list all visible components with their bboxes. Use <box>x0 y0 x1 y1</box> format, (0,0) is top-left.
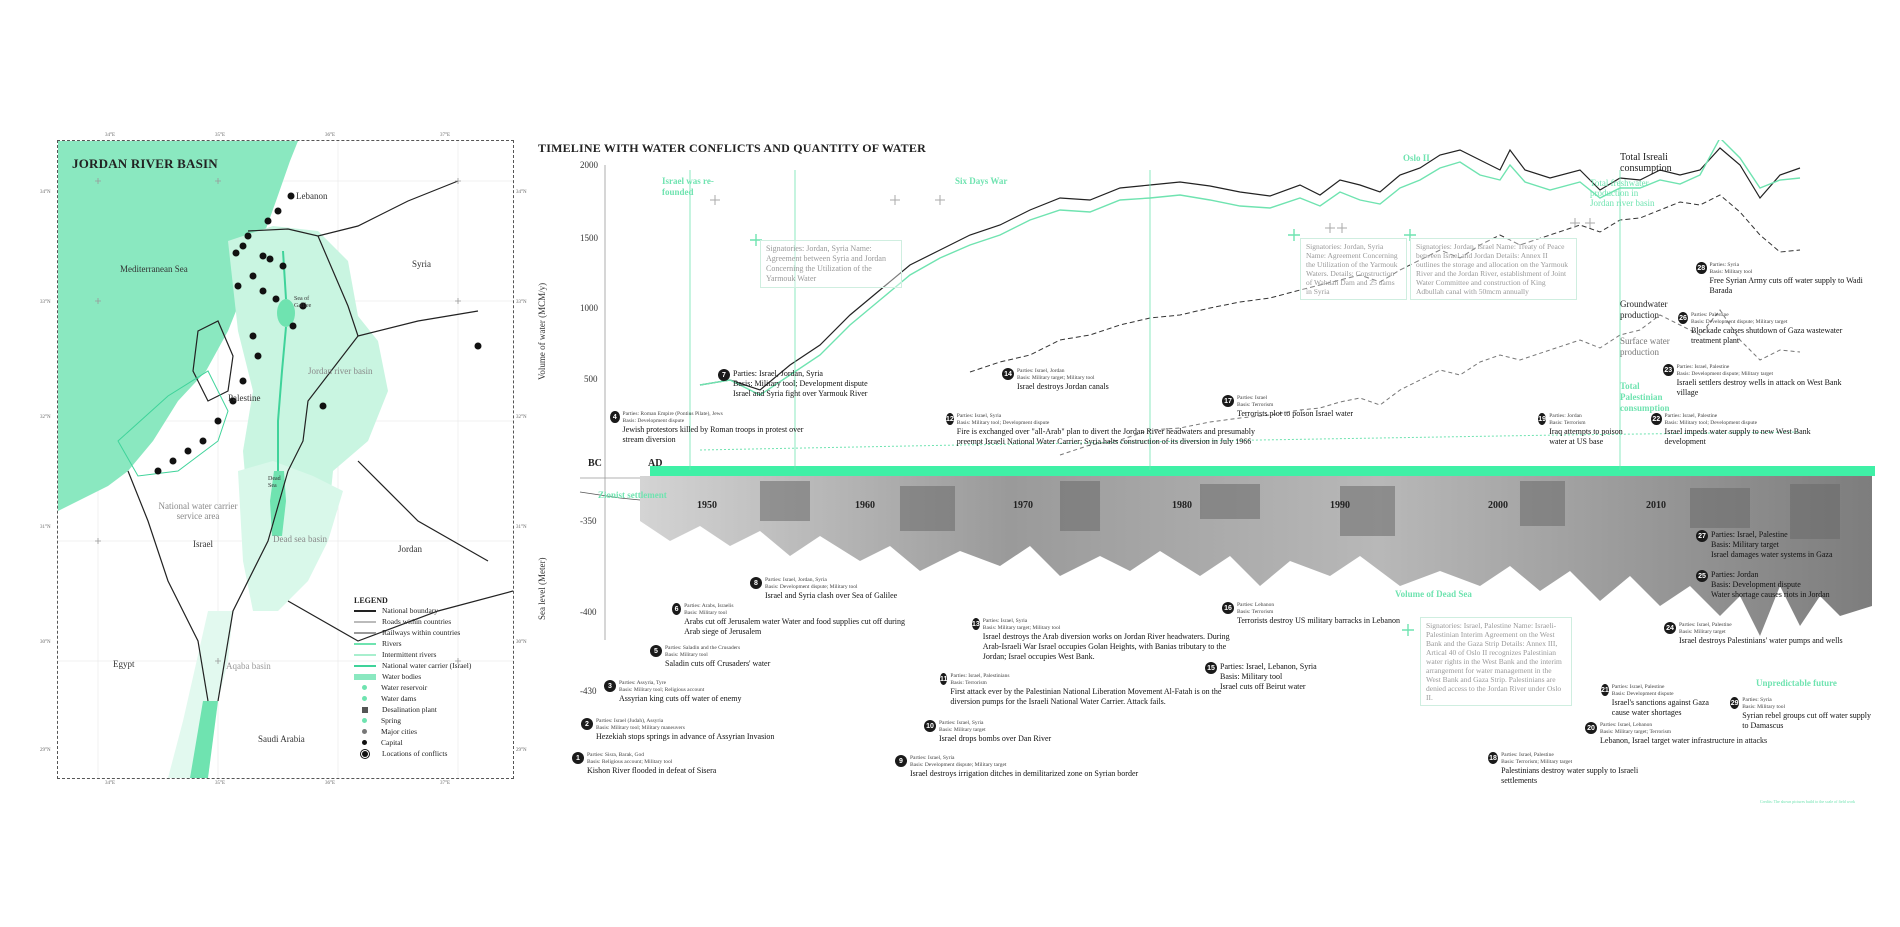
volume-tick-1500: 1500 <box>580 233 598 243</box>
coord-left-1: 34°N <box>40 190 51 195</box>
event-description: Syrian rebel groups cut off water supply to Damascus <box>1742 711 1871 730</box>
event-badge: 2 <box>581 718 593 730</box>
event-basis: Basis: Terrorism; Military target <box>1501 759 1573 765</box>
coord-top-4: 37°E <box>440 133 451 138</box>
event-badge: 3 <box>604 680 616 692</box>
event-description: Lebanon, Israel target water infrastructure in attacks <box>1600 736 1768 745</box>
event-parties: Parties: Assyria, Tyre <box>619 680 667 686</box>
event-basis: Basis: Military tool; Development dispute <box>733 379 868 388</box>
event-badge: 28 <box>1696 262 1707 274</box>
decade-1960: 1960 <box>855 500 875 511</box>
event-basis: Basis: Military tool; Religious account <box>619 687 705 693</box>
label-israel: Israel <box>193 539 213 549</box>
event-description: Iraq attempts to poison water at US base <box>1549 427 1623 446</box>
event-basis: Basis: Development dispute <box>1711 580 1801 589</box>
label-total-palestinian: Total Palestinian consumption <box>1620 381 1670 413</box>
legend-swatch <box>354 610 376 612</box>
legend-swatch <box>354 665 376 667</box>
legend-item <box>354 616 504 627</box>
event-basis: Basis: Development dispute; Military tool <box>765 584 858 590</box>
event-parties: Parties: Israel, Palestine <box>1711 530 1788 539</box>
event-badge: 4 <box>610 411 620 423</box>
event-description: Israel destroys Jordan canals <box>1017 382 1109 391</box>
event-basis: Basis: Terrorism <box>1237 609 1274 615</box>
event-badge: 9 <box>895 755 907 767</box>
event-description: Israel impeds water supply to new West Bank development <box>1664 427 1811 446</box>
event-badge: 19 <box>1538 413 1546 425</box>
legend-item <box>354 605 504 616</box>
event-parties: Parties: Israel, Syria <box>939 720 984 726</box>
legend-swatch <box>354 632 376 634</box>
event-8 <box>750 577 897 601</box>
event-parties: Parties: Israel, Palestine <box>1611 684 1665 690</box>
legend-swatch <box>362 707 368 713</box>
event-basis: Basis: Military tool; Development dispute <box>956 420 1050 426</box>
event-2 <box>581 718 774 742</box>
event-badge: 27 <box>1696 530 1708 542</box>
event-description: Israel destroys Palestinians' water pumps and wells <box>1679 636 1843 645</box>
decade-1980: 1980 <box>1172 500 1192 511</box>
event-parties: Parties: Israel, Palestine <box>1501 752 1554 758</box>
coord-top-1: 34°E <box>105 133 116 138</box>
coord-left-3: 32°N <box>40 415 51 420</box>
legend-swatch <box>354 643 376 645</box>
event-basis: Basis: Military target; Military tool <box>1017 375 1095 381</box>
legend-label: National water carrier (Israel) <box>382 661 472 670</box>
event-parties: Parties: Israel, Syria <box>982 618 1028 624</box>
coord-left-2: 33°N <box>40 300 51 305</box>
legend-item <box>354 671 504 682</box>
event-badge: 21 <box>1601 684 1609 696</box>
event-basis: Basis: Religious account; Military tool <box>587 759 673 765</box>
label-freshwater-production: Total freshwater production in Jordan river basin <box>1590 178 1655 208</box>
legend-swatch <box>362 740 367 745</box>
legend-rows <box>354 605 504 759</box>
event-description: Israel and Syria clash over Sea of Galilee <box>765 591 898 600</box>
event-6 <box>672 603 912 637</box>
volume-tick-1000: 1000 <box>580 303 598 313</box>
legend-item <box>354 693 504 704</box>
legend-item <box>354 748 504 759</box>
label-groundwater: Groundwater production <box>1620 299 1668 320</box>
legend-label: Rivers <box>382 639 402 648</box>
legend-item <box>354 737 504 748</box>
event-badge: 13 <box>972 618 980 630</box>
event-4 <box>610 411 810 445</box>
event-description: Arabs cut off Jerusalem water Water and food supplies cut off during Arab siege of Jerusalem <box>684 617 905 636</box>
milestone-oslo: Oslo II <box>1403 153 1430 163</box>
map-title: JORDAN RIVER BASIN <box>72 156 218 171</box>
label-saudi-arabia: Saudi Arabia <box>258 734 305 744</box>
event-parties: Parties: Israel, Jordan <box>1017 368 1065 374</box>
event-parties: Parties: Arabs, Israelis <box>684 603 734 609</box>
label-surface-water: Surface water production <box>1620 336 1670 357</box>
plus-marks <box>710 195 1595 233</box>
coord-top-2: 35°E <box>215 133 226 138</box>
legend-item <box>354 726 504 737</box>
event-description: Water shortage causes riots in Jordan <box>1711 590 1830 599</box>
label-dead-sea-basin: Dead sea basin <box>273 534 327 544</box>
label-syria: Syria <box>412 259 431 269</box>
event-badge: 20 <box>1585 722 1597 734</box>
decade-2010: 2010 <box>1646 500 1666 511</box>
event-parties: Parties: Lebanon <box>1237 602 1275 608</box>
coord-right-6: 29°N <box>516 748 527 753</box>
decade-1950: 1950 <box>697 500 717 511</box>
label-volume-dead-sea: Volume of Dead Sea <box>1395 589 1472 599</box>
event-basis: Basis: Military tool <box>665 652 708 658</box>
era-ad: AD <box>648 458 663 469</box>
event-description: Saladin cuts off Crusaders' water <box>665 659 771 668</box>
event-basis: Basis: Terrorism <box>1549 420 1586 426</box>
agreement-2: Signatories: Jordan, Syria Name: Agreement Concerning the Utilization of the Yarmouk Waters. Details: Construction of Wahdah Dam and 25 dams in Syria <box>1300 238 1407 300</box>
event-7 <box>718 369 883 399</box>
event-parties: Parties: Israel, Palestine <box>1676 364 1730 370</box>
event-description: Israel destroys irrigation ditches in demilitarized zone on Syrian border <box>910 769 1139 778</box>
decade-1990: 1990 <box>1330 500 1350 511</box>
label-israeli-consumption: Total Isreali consumption <box>1620 152 1672 174</box>
volume-axis-label: Volume of water (MCM/y) <box>537 282 547 380</box>
coord-top-3: 36°E <box>325 133 336 138</box>
event-description: Hezekiah stops springs in advance of Assyrian Invasion <box>596 732 775 741</box>
event-badge: 15 <box>1205 662 1217 674</box>
event-25 <box>1696 570 1856 600</box>
event-parties: Parties: Saladin and the Crusaders <box>665 645 741 651</box>
legend-swatch <box>354 654 376 656</box>
event-16 <box>1222 602 1400 626</box>
event-badge: 17 <box>1222 395 1234 407</box>
event-description: Palestinians destroy water supply to Israeli settlements <box>1501 766 1639 785</box>
event-badge: 5 <box>650 645 662 657</box>
legend-label: Spring <box>381 716 402 725</box>
event-parties: Parties: Israel, Palestine <box>1664 413 1718 419</box>
era-bc: BC <box>588 458 602 469</box>
event-basis: Basis: Development dispute <box>622 418 685 424</box>
legend-item <box>354 682 504 693</box>
label-palestine: Palestine <box>228 393 261 403</box>
label-aqaba-basin: Aqaba basin <box>226 661 271 671</box>
agreement-3: Signatories: Jordan, Israel Name: Treaty of Peace between Israel and Jordan Details: Annex II outlines the storage and allocation on the Yarmouk River and the Jordan River, establishment of Joint Water Committee and construction of King Adbullah canal with 50mcm annually <box>1410 238 1577 300</box>
event-badge: 18 <box>1488 752 1498 764</box>
event-badge: 12 <box>946 413 954 425</box>
event-21 <box>1601 684 1711 718</box>
event-basis: Basis: Military tool <box>1709 269 1753 275</box>
event-13 <box>972 618 1242 662</box>
event-18 <box>1488 752 1648 786</box>
coord-right-1: 34°N <box>516 190 527 195</box>
agreement-4: Signatories: Israel, Palestine Name: Israeli-Palestinian Interim Agreement on the West Bank and the Gaza Strip Details: Annex III, Artical 40 of Oslo II recognizes Palestinian water rights in the West Bank and the interim arrangement for water management in the West Bank and Gaza Strip. Palestinians are denied access to the Jordan River under Oslo II. <box>1420 617 1572 706</box>
legend-swatch <box>362 696 367 701</box>
milestone-zionism: Zionist settlement <box>598 490 667 500</box>
event-description: Fire is exchanged over "all-Arab" plan to divert the Jordan River headwaters and presumably preempt Israeli National Water Carrier; Syria halts construction of its diversion in July 1966 <box>956 427 1256 446</box>
event-basis: Basis: Military tool <box>1220 672 1283 681</box>
volume-tick-2000: 2000 <box>580 160 598 170</box>
legend-label: Water bodies <box>382 672 422 681</box>
event-description: Israel cuts off Beirut water <box>1220 682 1306 691</box>
event-description: Israel and Syria fight over Yarmouk River <box>733 389 868 398</box>
agreement-1: Signatories: Jordan, Syria Name: Agreement between Syria and Jordan Concerning the Utilization of the Yarmouk Water <box>760 240 902 288</box>
legend-swatch <box>354 674 376 680</box>
coord-bottom-4: 37°E <box>440 781 451 786</box>
event-basis: Basis: Military target <box>1711 540 1779 549</box>
legend-label: Water reservoir <box>381 683 428 692</box>
event-badge: 7 <box>718 369 730 381</box>
coord-bottom-3: 36°E <box>325 781 336 786</box>
event-badge: 24 <box>1664 622 1676 634</box>
event-badge: 22 <box>1651 413 1662 425</box>
sea-tick-430: -430 <box>580 686 597 696</box>
legend-swatch <box>362 729 367 734</box>
event-parties: Parties: Israel, Jordan, Syria <box>765 577 827 583</box>
sea-tick-400: -400 <box>580 607 597 617</box>
coord-right-3: 32°N <box>516 415 527 420</box>
event-14 <box>1002 368 1109 392</box>
coord-right-2: 33°N <box>516 300 527 305</box>
volume-tick-500: 500 <box>584 374 598 384</box>
event-28 <box>1696 262 1866 296</box>
event-badge: 14 <box>1002 368 1014 380</box>
timeline-title: TIMELINE WITH WATER CONFLICTS AND QUANTITY OF WATER <box>538 141 926 155</box>
event-badge: 8 <box>750 577 762 589</box>
sea-level-axis-label: Sea level (Meter) <box>537 557 547 620</box>
legend-swatch <box>362 751 368 757</box>
event-badge: 6 <box>672 603 681 615</box>
event-17 <box>1222 395 1353 419</box>
event-description: Terrorists plot to poison Israel water <box>1237 409 1354 418</box>
event-parties: Parties: Syria <box>1709 262 1740 268</box>
legend-item <box>354 649 504 660</box>
legend-item <box>354 638 504 649</box>
sea-tick-350: -350 <box>580 516 597 526</box>
event-basis: Basis: Development dispute <box>1611 691 1674 697</box>
coord-left-4: 31°N <box>40 525 51 530</box>
event-basis: Basis: Terrorism <box>1237 402 1274 408</box>
label-unpredictable-future: Unpredictable future <box>1756 678 1837 688</box>
legend-label: National boundary <box>382 606 439 615</box>
event-description: Israel damages water systems in Gaza <box>1711 550 1833 559</box>
event-description: Free Syrian Army cuts off water supply to Wadi Barada <box>1709 276 1863 295</box>
event-1 <box>572 752 716 776</box>
legend-label: Desalination plant <box>382 705 437 714</box>
event-5 <box>650 645 770 669</box>
label-jordan: Jordan <box>398 544 422 554</box>
event-basis: Basis: Military tool <box>684 610 727 616</box>
event-parties: Parties: Israel, Syria <box>910 755 955 761</box>
event-parties: Parties: Israel, Lebanon, Syria <box>1220 662 1317 671</box>
event-badge: 11 <box>940 673 947 685</box>
event-badge: 25 <box>1696 570 1708 582</box>
event-3 <box>604 680 742 704</box>
legend-label: Major cities <box>381 727 418 736</box>
legend-item <box>354 627 504 638</box>
event-basis: Basis: Development dispute; Military target <box>1690 319 1788 325</box>
event-19 <box>1538 413 1638 447</box>
event-description: Israel destroys the Arab diversion works on Jordan River headwaters. During Arab-Israeli War Israel occupies Golan Heights, with Banias tributary to the Jordan; Israel occupies West Bank. <box>982 632 1230 661</box>
event-15 <box>1205 662 1317 692</box>
event-basis: Basis: Military target <box>939 727 986 733</box>
legend-label: Roads within countries <box>382 617 452 626</box>
event-11 <box>940 673 1240 707</box>
event-24 <box>1664 622 1874 646</box>
event-basis: Basis: Military tool; Development dispute <box>1664 420 1758 426</box>
event-parties: Parties: Israel, Jordan, Syria <box>733 369 823 378</box>
legend-swatch <box>362 718 367 723</box>
event-basis: Basis: Military target; Military tool <box>982 625 1061 631</box>
event-description: Blockade causes shutdown of Gaza wastewater treatment plant <box>1690 326 1843 345</box>
legend-label: Capital <box>381 738 403 747</box>
milestone-israel-founded: Israel was re-founded <box>662 176 714 197</box>
coord-bottom-2: 35°E <box>215 781 226 786</box>
legend-title: LEGEND <box>354 596 388 605</box>
decade-1970: 1970 <box>1013 500 1033 511</box>
event-description: Israel's sanctions against Gaza cause water shortages <box>1611 698 1709 717</box>
legend-swatch <box>354 621 376 623</box>
legend-swatch <box>362 685 367 690</box>
event-parties: Parties: Syria <box>1742 697 1772 703</box>
event-parties: Parties: Roman Empire (Pontius Pilate), Jews <box>622 411 723 417</box>
event-29 <box>1730 697 1875 731</box>
label-sea-of-galilee: Sea of Galilee <box>294 296 312 309</box>
coord-bottom-1: 34°E <box>105 781 116 786</box>
event-description: First attack ever by the Palestinian National Liberation Movement Al-Fatah is on the diversion pumps for the Israeli National Water Carrier. Attack fails. <box>950 687 1222 706</box>
event-9 <box>895 755 1138 779</box>
event-basis: Basis: Military tool <box>1742 704 1786 710</box>
time-strip <box>650 466 1875 476</box>
event-parties: Parties: Israel <box>1237 395 1268 401</box>
event-badge: 29 <box>1730 697 1739 709</box>
coord-right-4: 31°N <box>516 525 527 530</box>
event-parties: Parties: Israel, Palestinians <box>950 673 1010 679</box>
event-badge: 16 <box>1222 602 1234 614</box>
event-parties: Parties: Jordan <box>1549 413 1582 419</box>
legend-item <box>354 704 504 715</box>
map-legend <box>354 596 504 759</box>
legend-item <box>354 660 504 671</box>
event-basis: Basis: Development dispute; Military target <box>1676 371 1774 377</box>
event-badge: 10 <box>924 720 936 732</box>
event-description: Jewish protestors killed by Roman troops in protest over stream diversion <box>622 425 804 444</box>
event-description: Israel drops bombs over Dan River <box>939 734 1052 743</box>
event-basis: Basis: Military target <box>1679 629 1726 635</box>
footnote: Credits: The shown pictures build to the scale of field work <box>1760 799 1856 804</box>
event-description: Kishon River flooded in defeat of Sisera <box>587 766 717 775</box>
event-parties: Parties: Israel, Syria <box>956 413 1002 419</box>
label-mediterranean: Mediterranean Sea <box>120 264 188 274</box>
event-22 <box>1651 413 1831 447</box>
coord-right-5: 30°N <box>516 640 527 645</box>
legend-label: Water dams <box>381 694 417 703</box>
event-basis: Basis: Terrorism <box>950 680 987 686</box>
event-27 <box>1696 530 1866 560</box>
event-parties: Parties: Israel (Judah), Assyria <box>596 718 664 724</box>
event-badge: 23 <box>1663 364 1674 376</box>
decade-2000: 2000 <box>1488 500 1508 511</box>
event-badge: 1 <box>572 752 584 764</box>
legend-item <box>354 715 504 726</box>
event-basis: Basis: Military tool; Military maneuvers <box>596 725 685 731</box>
label-lebanon: Lebanon <box>296 191 328 201</box>
coord-left-6: 29°N <box>40 748 51 753</box>
event-badge: 26 <box>1678 312 1688 324</box>
event-basis: Basis: Development dispute; Military target <box>910 762 1007 768</box>
coord-left-5: 30°N <box>40 640 51 645</box>
event-parties: Parties: Palestine <box>1690 312 1729 318</box>
event-description: Israeli settlers destroy wells in attack on West Bank village <box>1676 378 1842 397</box>
legend-label: Locations of conflicts <box>382 749 448 758</box>
jordan-river-basin-map <box>57 140 514 779</box>
event-description: Terrorists destroy US military barracks in Lebanon <box>1237 616 1400 625</box>
label-egypt: Egypt <box>113 659 135 669</box>
label-dead-sea: Dead Sea <box>268 476 281 489</box>
legend-label: Railways within countries <box>382 628 461 637</box>
event-parties: Parties: Sisra, Barak, God <box>587 752 644 758</box>
label-jordan-basin: Jordan river basin <box>308 366 373 376</box>
label-carrier-area: National water carrier service area <box>158 501 238 521</box>
milestone-six-days-war: Six Days War <box>955 176 1008 186</box>
event-parties: Parties: Jordan <box>1711 570 1759 579</box>
event-10 <box>924 720 1051 744</box>
event-description: Assyrian king cuts off water of enemy <box>619 694 742 703</box>
event-23 <box>1663 364 1843 398</box>
legend-label: Intermittent rivers <box>382 650 437 659</box>
event-parties: Parties: Israel, Lebanon <box>1600 722 1653 728</box>
event-parties: Parties: Israel, Palestine <box>1679 622 1732 628</box>
event-basis: Basis: Military target; Terrorism <box>1600 729 1672 735</box>
event-26 <box>1678 312 1858 346</box>
